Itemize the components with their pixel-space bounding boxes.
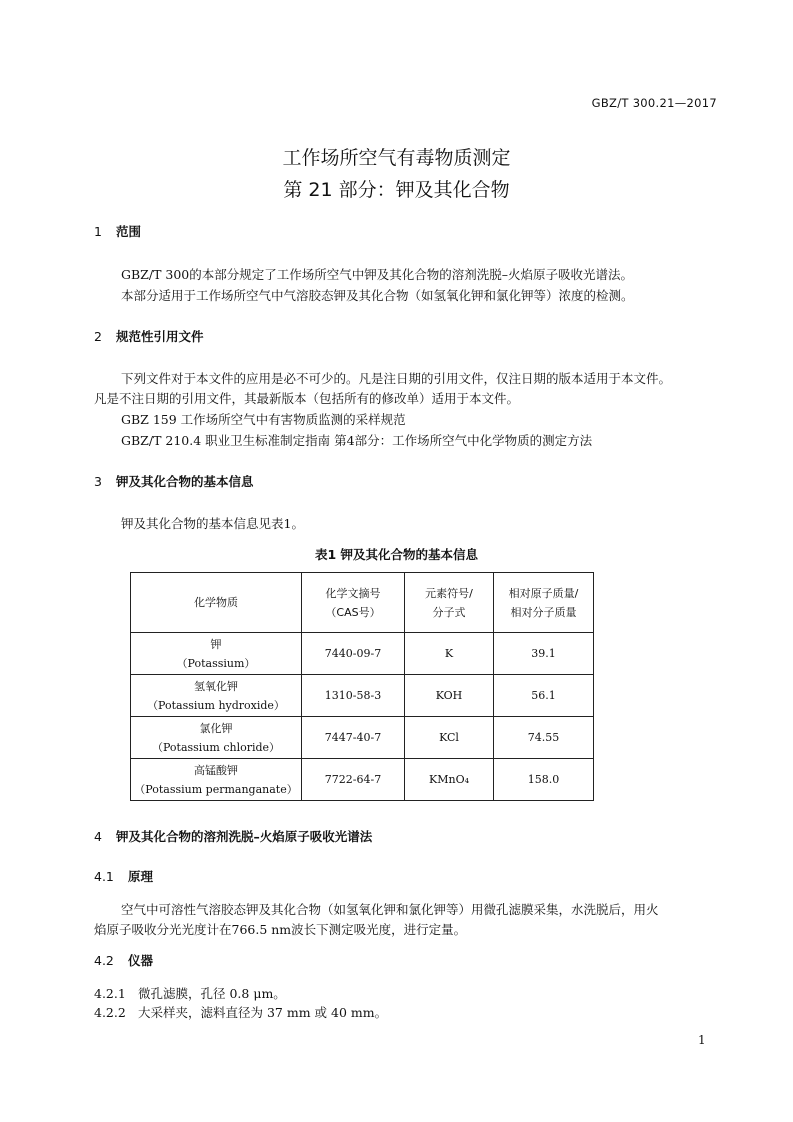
section-number: 1 bbox=[94, 224, 102, 239]
header-formula: 元素符号/ 分子式 bbox=[405, 573, 494, 633]
paragraph: 下列文件对于本文件的应用是必不可少的。凡是注日期的引用文件，仅注日期的版本适用于本文件。 bbox=[121, 371, 672, 386]
table-row bbox=[131, 759, 594, 801]
subsection-4-1-heading bbox=[94, 867, 153, 885]
reference-item: GBZ 159 工作场所空气中有害物质监测的采样规范 bbox=[121, 412, 406, 427]
paragraph: 空气中可溶性气溶胶态钾及其化合物（如氢氧化钾和氯化钾等）用微孔滤膜采集，水洗脱后，用火 bbox=[121, 902, 659, 917]
item-number: 4.2.1 bbox=[94, 986, 126, 1001]
item-text: 微孔滤膜，孔径 0.8 μm。 bbox=[138, 986, 286, 1001]
cell-mass: 56.1 bbox=[494, 675, 594, 717]
document-title: 工作场所空气有毒物质测定 bbox=[282, 147, 511, 169]
header-mass: 相对原子质量/ 相对分子质量 bbox=[494, 573, 594, 633]
cell-mass: 39.1 bbox=[494, 633, 594, 675]
subsection-4-2-heading bbox=[94, 951, 153, 969]
subsection-number: 4.1 bbox=[94, 869, 114, 884]
item-text: 大采样夹，滤料直径为 37 mm 或 40 mm。 bbox=[138, 1005, 388, 1020]
cell-cas: 7440-09-7 bbox=[302, 633, 405, 675]
section-number: 4 bbox=[94, 829, 102, 844]
section-number: 3 bbox=[94, 474, 102, 489]
basic-info-table bbox=[130, 572, 594, 801]
cell-cas: 1310-58-3 bbox=[302, 675, 405, 717]
document-subtitle: 第 21 部分：钾及其化合物 bbox=[283, 179, 510, 201]
cell-formula: K bbox=[405, 633, 494, 675]
page-number: 1 bbox=[698, 1033, 706, 1047]
cell-cas: 7722-64-7 bbox=[302, 759, 405, 801]
cell-mass: 158.0 bbox=[494, 759, 594, 801]
cell-mass: 74.55 bbox=[494, 717, 594, 759]
item-number: 4.2.2 bbox=[94, 1005, 126, 1020]
cell-formula: KMnO₄ bbox=[405, 759, 494, 801]
table-header-row bbox=[131, 573, 594, 633]
cell-chemical: 氢氧化钾 （Potassium hydroxide） bbox=[131, 675, 302, 717]
paragraph: 钾及其化合物的基本信息见表1。 bbox=[121, 516, 304, 531]
paragraph: 本部分适用于工作场所空气中气溶胶态钾及其化合物（如氢氧化钾和氯化钾等）浓度的检测。 bbox=[121, 288, 634, 303]
cell-chemical: 氯化钾 （Potassium chloride） bbox=[131, 717, 302, 759]
cell-chemical: 高锰酸钾 （Potassium permanganate） bbox=[131, 759, 302, 801]
cell-chemical: 钾 （Potassium） bbox=[131, 633, 302, 675]
paragraph: GBZ/T 300的本部分规定了工作场所空气中钾及其化合物的溶剂洗脱–火焰原子吸收光谱法。 bbox=[121, 267, 633, 282]
table-row bbox=[131, 675, 594, 717]
subsection-title: 仪器 bbox=[128, 953, 154, 968]
section-3-heading bbox=[94, 472, 254, 490]
section-title: 规范性引用文件 bbox=[116, 329, 204, 344]
table-row bbox=[131, 717, 594, 759]
reference-item: GBZ/T 210.4 职业卫生标准制定指南 第4部分：工作场所空气中化学物质的测定方法 bbox=[121, 433, 593, 448]
document-code: GBZ/T 300.21—2017 bbox=[591, 96, 717, 110]
table-row bbox=[131, 633, 594, 675]
header-cas: 化学文摘号 （CAS号） bbox=[302, 573, 405, 633]
section-2-heading bbox=[94, 327, 204, 345]
cell-formula: KCl bbox=[405, 717, 494, 759]
section-1-heading bbox=[94, 222, 141, 240]
paragraph: 凡是不注日期的引用文件，其最新版本（包括所有的修改单）适用于本文件。 bbox=[94, 391, 520, 406]
subsection-number: 4.2 bbox=[94, 953, 114, 968]
section-title: 钾及其化合物的基本信息 bbox=[116, 474, 254, 489]
cell-formula: KOH bbox=[405, 675, 494, 717]
paragraph: 焰原子吸收分光光度计在766.5 nm波长下测定吸光度，进行定量。 bbox=[94, 922, 467, 937]
section-title: 钾及其化合物的溶剂洗脱–火焰原子吸收光谱法 bbox=[116, 829, 373, 844]
section-4-heading bbox=[94, 827, 372, 845]
section-number: 2 bbox=[94, 329, 102, 344]
subsection-title: 原理 bbox=[128, 869, 154, 884]
cell-cas: 7447-40-7 bbox=[302, 717, 405, 759]
section-title: 范围 bbox=[116, 224, 142, 239]
list-item bbox=[94, 984, 286, 1002]
header-chemical: 化学物质 bbox=[131, 573, 302, 633]
list-item bbox=[94, 1003, 387, 1021]
table-caption: 表1 钾及其化合物的基本信息 bbox=[314, 547, 479, 562]
